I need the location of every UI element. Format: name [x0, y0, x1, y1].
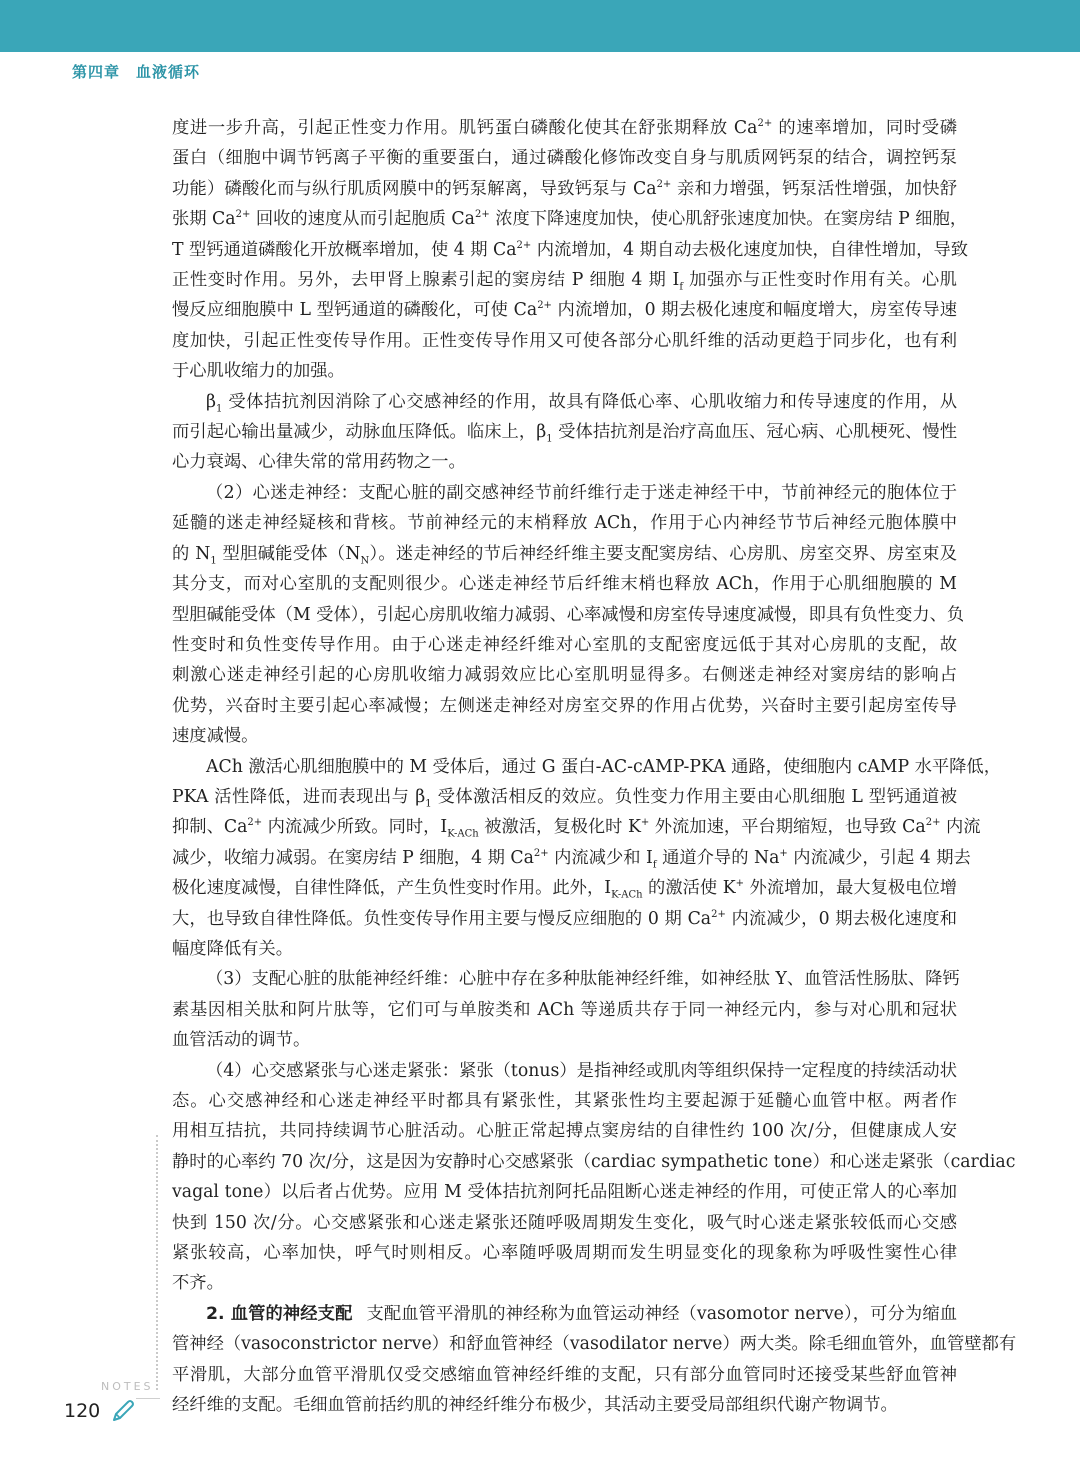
- paragraph-3: （2）心迷走神经：支配心脏的副交感神经节前纤维行走于迷走神经干中，节前神经元的胞体位于 延髓的迷走神经疑核和背核。节前神经元的末梢释放 ACh，作用于心内神经节节后神经元胞体膜中 的 $N_1$ 型胆碱能受体$(N_N)$。迷走神经的节后神经纤维主要支配窦房结、心房肌、房室交界、房室束及 其分支，而对心室肌的支配则很少。心迷走神经节后纤维末梢也释放 ACh，作用于心肌细胞膜的 M 型胆碱能受体（M 受体），引起心房肌收缩力减弱、心率减慢和房室传导速度减慢，即具有负性变力、负 性变时和负性变传导作用。由于心迷走神经纤维对心室肌的支配密度远低于其对心房肌的支配，故 刺激心迷走神经引起的心房肌收缩力减弱效应比心室肌明显得多。右侧迷走神经对窦房结的影响占 优势，兴奋时主要引起心率减慢；左侧迷走神经对房室交界的作用占优势，兴奋时主要引起房室传导 速度减慢。: [172, 482, 965, 747]
- notes-label: NOTES: [101, 1380, 154, 1393]
- page-body: [172, 113, 1017, 1420]
- notes-underline: [136, 1398, 160, 1399]
- paragraph-2: $\beta_1$ 受体拮抗剂因消除了心交感神经的作用，故具有降低心率、心肌收缩力和传导速度的作用，从 而引起心输出量减少，动脉血压降低。临床上，$\beta_1$ 受体拮抗剂是治疗高血压、冠心病、心肌梗死、慢性 心力衰竭、心律失常的常用药物之一。: [172, 391, 957, 473]
- paragraph-5: （3）支配心脏的肽能神经纤维：心脏中存在多种肽能神经纤维，如神经肽 Y、血管活性肠肽、降钙 素基因相关肽和阿片肽等，它们可与单胺类和 ACh 等递质共存于同一神经元内，参与对心肌和冠状 血管活动的调节。: [172, 969, 960, 1051]
- section-heading: 2. 血管的神经支配: [206, 1303, 353, 1324]
- paragraph-1: 度进一步升高，引起正性变力作用。肌钙蛋白磷酸化使其在舒张期释放 $Ca^{2+}$ 的速率增加，同时受磷 蛋白（细胞中调节钙离子平衡的重要蛋白，通过磷酸化修饰改变自身与肌质网钙泵的结合，调控钙泵 功能）磷酸化而与纵行肌质网膜中的钙泵解离，导致钙泵与 $Ca^{2+}$ 亲和力增强，钙泵活性增强，加快舒 张期 $Ca^{2+}$ 回收的速度从而引起胞质 $Ca^{2+}$ 浓度下降速度加快，使心肌舒张速度加快。在窦房结 P 细胞， T 型钙通道磷酸化开放概率增加，使 4 期 $Ca^{2+}$ 内流增加，4 期自动去极化速度加快，自律性增加，导致 正性变时作用。另外，去甲肾上腺素引起的窦房结 P 细胞 4 期 $I_f$ 加强亦与正性变时作用有关。心肌 慢反应细胞膜中 L 型钙通道的磷酸化，可使 $Ca^{2+}$ 内流增加，0 期去极化速度和幅度增大，房室传导速 度加快，引起正性变传导作用。正性变传导作用又可使各部分心肌纤维的活动更趋于同步化，也有利 于心肌收缩力的加强。: [172, 118, 969, 382]
- chapter-title: 血液循环: [136, 63, 201, 81]
- paragraph-6: （4）心交感紧张与心迷走紧张：紧张（tonus）是指神经或肌肉等组织保持一定程度的持续活动状 态。心交感神经和心迷走神经平时都具有紧张性，其紧张性均主要起源于延髓心血管中枢。两者作 用相互拮抗，共同持续调节心脏活动。心脏正常起搏点窦房结的自律性约 100 次/分，但健康成人安 静时的心率约 70 次/分，这是因为安静时心交感紧张（cardiac sympathetic tone）和心迷走紧张（cardiac vagal tone）以后者占优势。应用 M 受体拮抗剂阿托品阻断心迷走神经的作用，可使正常人的心率加 快到 150 次/分。心交感紧张和心迷走紧张还随呼吸周期发生变化，吸气时心迷走紧张较低而心交感 紧张较高，心率加快，呼气时则相反。心率随呼吸周期而发生明显变化的现象称为呼吸性窦性心律 不齐。: [172, 1060, 1016, 1294]
- notes-margin-dots: [156, 1135, 158, 1390]
- paragraph-7: 2. 血管的神经支配 支配血管平滑肌的神经称为血管运动神经（vasomotor nerve），可分为缩血 管神经（vasoconstrictor nerve）和舒血管神经（vasodilator nerve）两大类。除毛细血管外，血管壁都有 平滑肌，大部分血管平滑肌仅受交感缩血管神经纤维的支配，只有部分血管同时还接受某些舒血管神 经纤维的支配。毛细血管前括约肌的神经纤维分布极少，其活动主要受局部组织代谢产物调节。: [172, 1303, 1017, 1416]
- top-color-bar: [0, 0, 1080, 52]
- paragraph-4: ACh 激活心肌细胞膜中的 M 受体后，通过 G 蛋白-AC-cAMP-PKA 通路，使细胞内 cAMP 水平降低， PKA 活性降低，进而表现出与 $\beta_1$ 受体激活相反的效应。负性变力作用主要由心肌细胞 L 型钙通道被 抑制、$Ca^{2+}$ 内流减少所致。同时，$I_{K-ACh}$ 被激活，复极化时 K+ 外流加速，平台期缩短，也导致 $Ca^{2+}$ 内流 减少，收缩力减弱。在窦房结 P 细胞，4 期 $Ca^{2+}$ 内流减少和 $I_f$ 通道介导的 Na+ 内流减少，引起 4 期去 极化速度减慢，自律性降低，产生负性变时作用。此外，$I_{K-ACh}$ 的激活使 K+ 外流增加，最大复极电位增 大，也导致自律性降低。负性变传导作用主要与慢反应细胞的 0 期 $Ca^{2+}$ 内流减少，0 期去极化速度和 幅度降低有关。: [172, 756, 1001, 959]
- chapter-number: 第四章: [72, 63, 121, 81]
- pen-icon: [110, 1398, 136, 1424]
- page-number: 120: [64, 1400, 101, 1422]
- chapter-header: [72, 61, 200, 82]
